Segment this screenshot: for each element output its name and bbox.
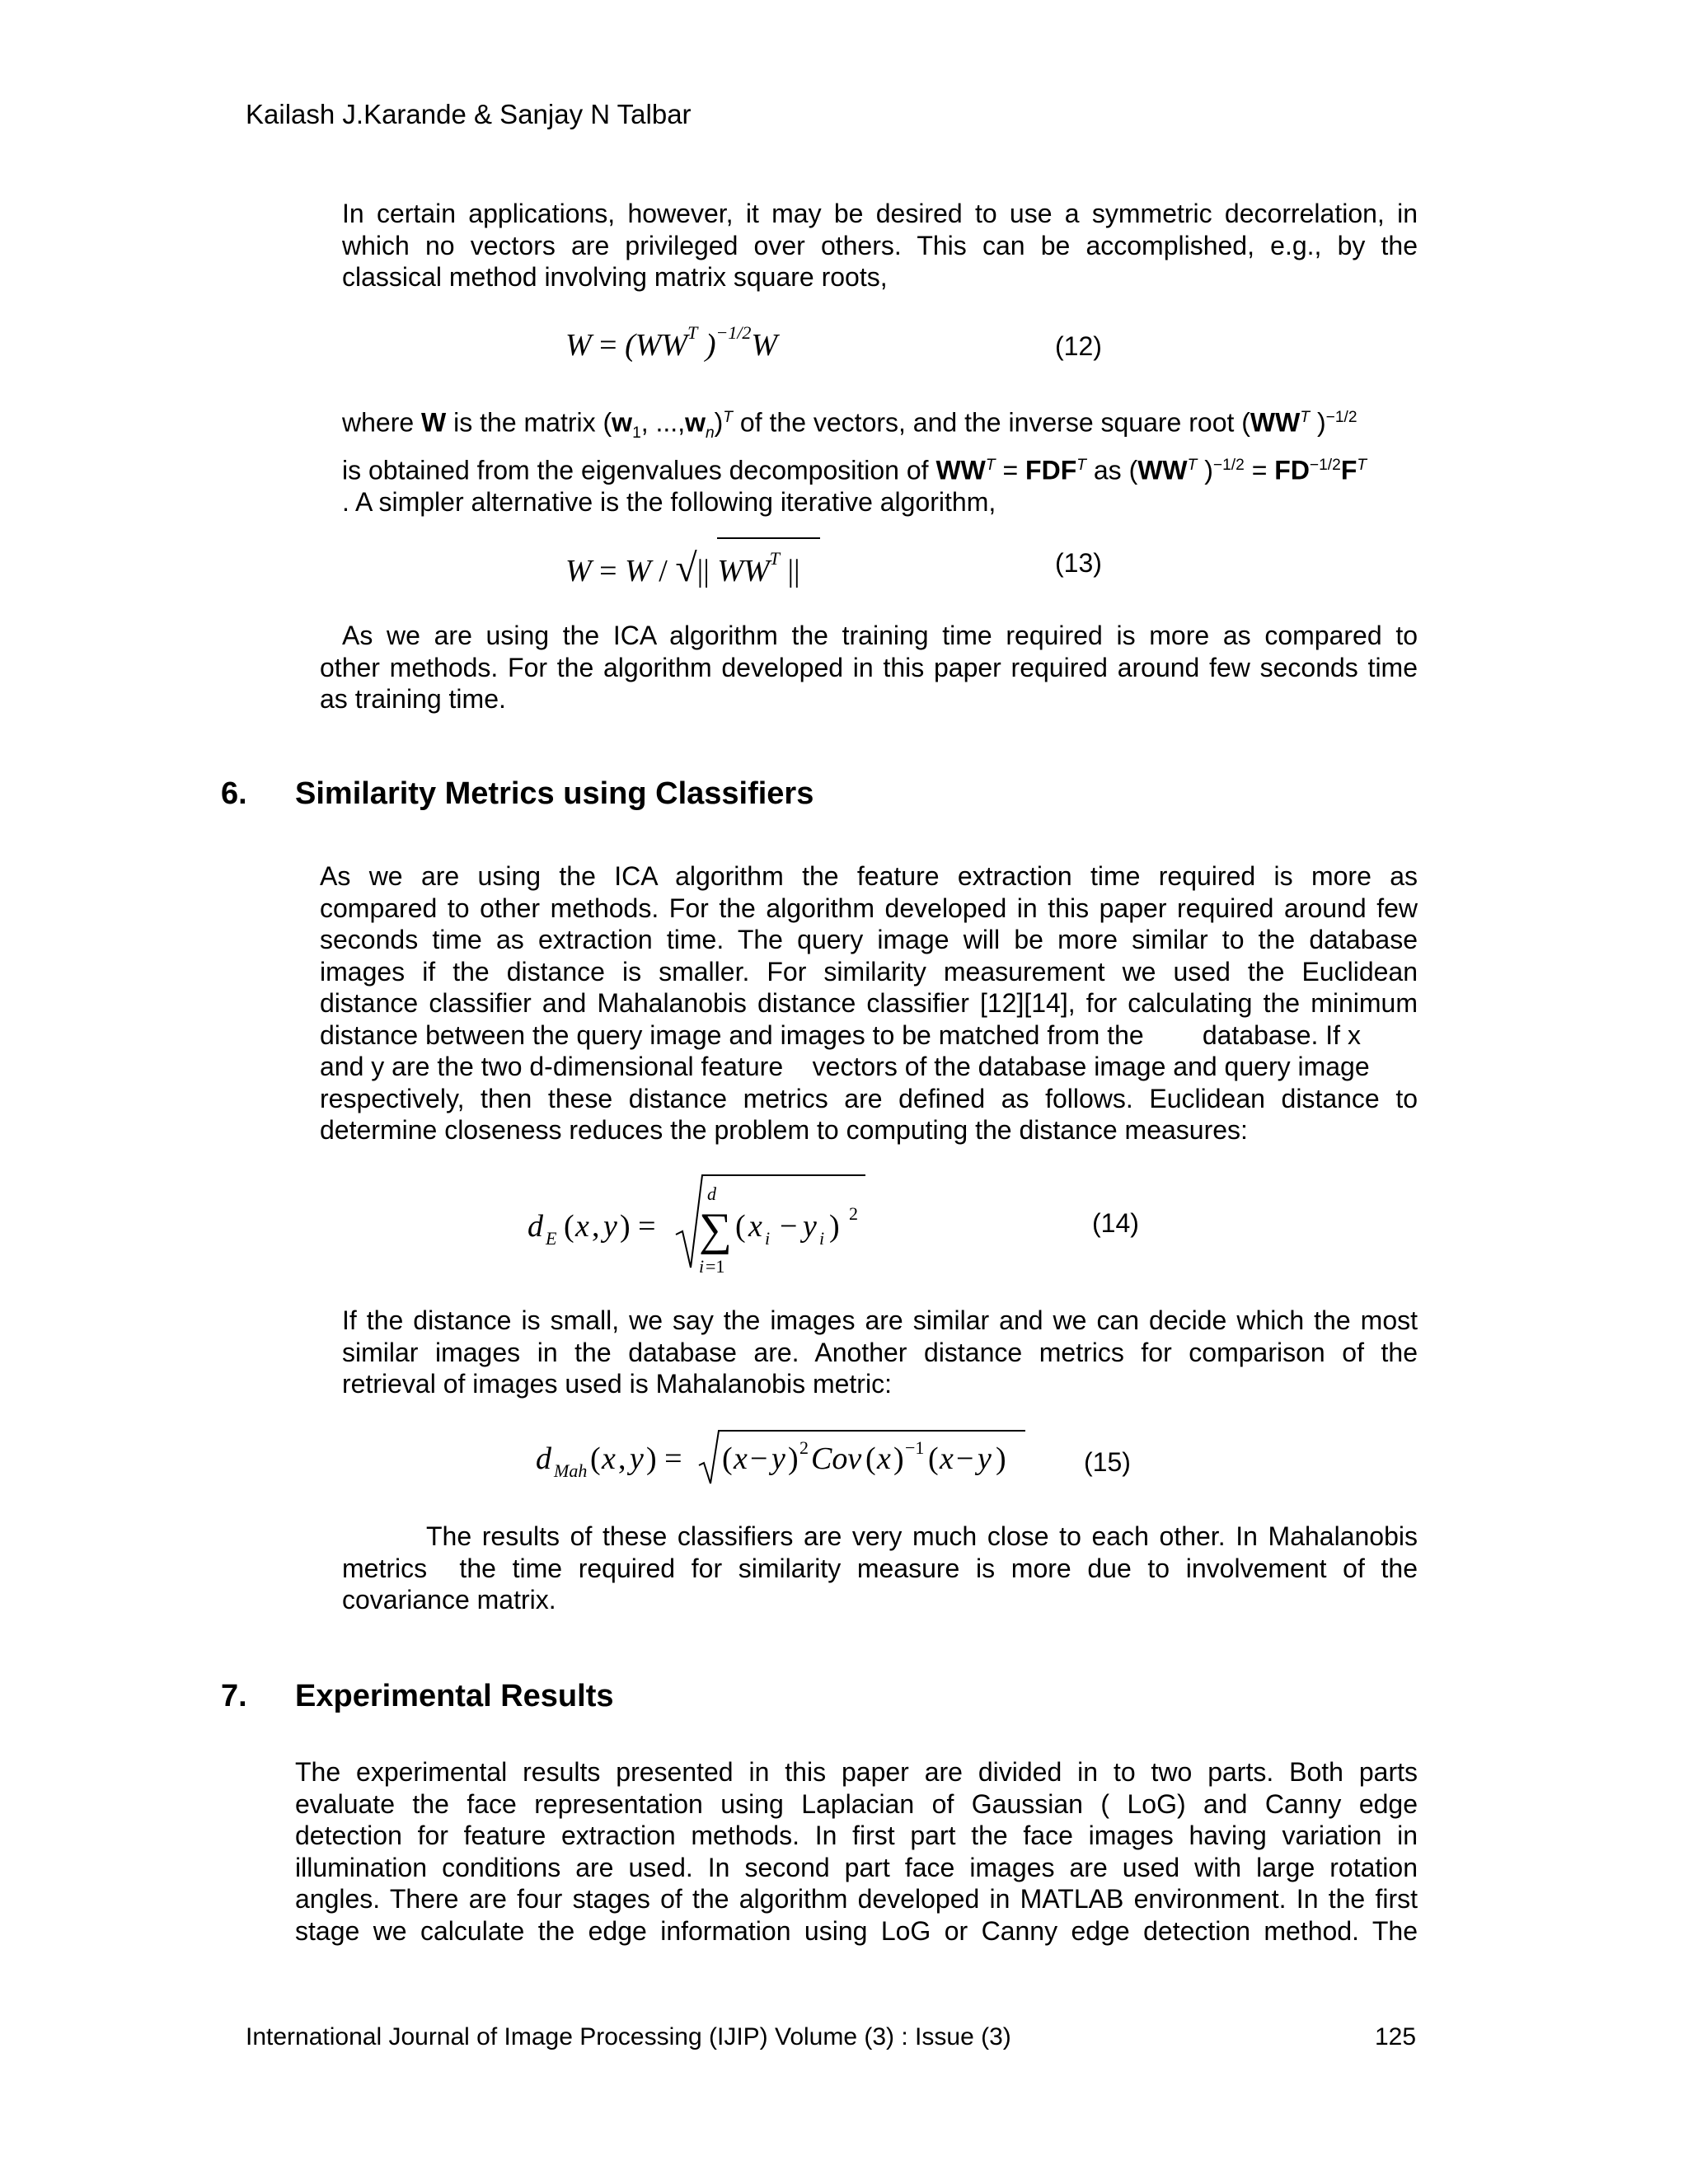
svg-text:Mah: Mah: [554, 1460, 588, 1481]
svg-text:(: (: [735, 1209, 746, 1244]
svg-text:−1: −1: [905, 1437, 925, 1458]
text-line: angles. There are four stages of the algorithm developed in MATLAB environment. In the first: [295, 1884, 1418, 1914]
text-line: illumination conditions are used. In second part face images are used with large rotation: [295, 1852, 1418, 1882]
svg-text:(: (: [590, 1441, 601, 1476]
svg-text:y: y: [978, 1441, 992, 1476]
text-line: stage we calculate the edge information using LoG or Canny edge detection method. The: [295, 1915, 1418, 1946]
text-line: which no vectors are privileged over others. This can be accomplished, e.g., by the: [342, 230, 1418, 260]
equation-15-number: (15): [1084, 1447, 1131, 1477]
svg-text:(: (: [564, 1209, 574, 1244]
text-line: evaluate the face representation using Laplacian of Gaussian ( LoG) and Canny edge: [295, 1788, 1418, 1819]
svg-text:−: −: [780, 1209, 798, 1244]
svg-text:E: E: [546, 1228, 557, 1249]
text-line: As we are using the ICA algorithm the feature extraction time required is more as: [320, 861, 1418, 891]
equation-12: $W = (WW^T$ )$^{-1/2}$W: [565, 322, 778, 363]
svg-text:2: 2: [849, 1203, 858, 1224]
paragraph-distance-small: [342, 1305, 1418, 1400]
footer-journal: International Journal of Image Processing (IJIP) Volume (3) : Issue (3): [246, 2023, 1011, 2050]
svg-text:x: x: [940, 1441, 954, 1476]
svg-text:x: x: [602, 1441, 616, 1476]
text-line: as training time.: [320, 684, 506, 714]
svg-text:): ): [788, 1441, 799, 1476]
text-line: In certain applications, however, it may be desired to use a symmetric decorrelation, in: [342, 199, 1418, 228]
svg-text:): ): [829, 1209, 840, 1244]
section-title: Similarity Metrics using Classifiers: [295, 776, 814, 811]
text-line: covariance matrix.: [342, 1585, 556, 1615]
svg-text:,: ,: [592, 1209, 600, 1244]
text-line: classical method involving matrix square roots,: [342, 262, 888, 292]
section-7-heading: [221, 1679, 1045, 1720]
equation-12-number: (12): [1055, 331, 1102, 361]
equation-15: [528, 1426, 1039, 1492]
section-6-heading: [221, 776, 1045, 818]
paragraph-matrix-description: [342, 402, 1430, 518]
svg-text:(: (: [722, 1441, 733, 1476]
equation-14-number: (14): [1092, 1208, 1139, 1238]
text-line: The results of these classifiers are very much close to each other. In Mahalanobis: [426, 1521, 1418, 1551]
section-number: 7.: [221, 1679, 247, 1713]
section-number: 6.: [221, 776, 247, 811]
svg-text:y: y: [803, 1209, 817, 1244]
text-line: As we are using the ICA algorithm the training time required is more as compared to: [342, 621, 1418, 650]
svg-text:d: d: [528, 1209, 543, 1244]
svg-text:d: d: [536, 1441, 551, 1476]
text-line: compared to other methods. For the algorithm developed in this paper required around few: [320, 893, 1418, 923]
svg-text:i: i: [765, 1228, 771, 1249]
text-line: If the distance is small, we say the images are similar and we can decide which the most: [342, 1305, 1418, 1335]
svg-text:y: y: [630, 1441, 644, 1476]
svg-text:d: d: [707, 1183, 716, 1204]
equation-13-root-bar: [717, 537, 820, 539]
svg-text:−: −: [956, 1441, 974, 1476]
paragraph-experimental-results: [295, 1756, 1418, 1947]
svg-text:2: 2: [799, 1437, 809, 1458]
paragraph-classifier-results: [342, 1521, 1418, 1616]
svg-text:x: x: [748, 1209, 762, 1244]
text-line: metrics the time required for similarity measure is more due to involvement of the: [342, 1553, 1418, 1583]
text-line: respectively, then these distance metrics are defined as follows. Euclidean distance to: [320, 1083, 1418, 1113]
text-line: . A simpler alternative is the following iterative algorithm,: [342, 486, 996, 517]
equation-13: W = W / √|| $WW^T$ ||: [565, 546, 800, 590]
svg-text:): ): [893, 1441, 904, 1476]
text-line: retrieval of images used is Mahalanobis metric:: [342, 1369, 892, 1399]
svg-text:,: ,: [618, 1441, 626, 1476]
text-line: other methods. For the algorithm developed in this paper required around few seconds time: [320, 652, 1418, 682]
text-line: distance between the query image and images to be matched from the database. If x: [320, 1019, 1361, 1050]
svg-text:−: −: [750, 1441, 768, 1476]
equation-14: [519, 1170, 882, 1286]
svg-text:∑: ∑: [699, 1204, 732, 1255]
text-line: seconds time as extraction time. The query image will be more similar to the database: [320, 925, 1418, 954]
paragraph-training-time: [320, 620, 1418, 715]
svg-text:y: y: [771, 1441, 785, 1476]
section-title: Experimental Results: [295, 1679, 614, 1713]
paragraph-similarity-metrics: [320, 860, 1418, 1146]
text-line: and y are the two d-dimensional feature vectors of the database image and query image: [320, 1052, 1370, 1081]
text-line: detection for feature extraction methods. In first part the face images having variation in: [295, 1821, 1418, 1850]
svg-text:) =: ) =: [620, 1209, 656, 1244]
svg-text:=1: =1: [706, 1256, 725, 1277]
text-line: distance classifier and Mahalanobis distance classifier [12][14], for calculating the minimum: [320, 988, 1418, 1018]
svg-text:(: (: [865, 1441, 876, 1476]
text-line: The experimental results presented in this paper are divided in to two parts. Both parts: [295, 1757, 1418, 1787]
text-line: determine closeness reduces the problem to computing the distance measures:: [320, 1115, 1248, 1145]
svg-text:x: x: [575, 1209, 589, 1244]
svg-text:x: x: [877, 1441, 891, 1476]
page-number: 125: [1375, 2023, 1417, 2050]
svg-text:) =: ) =: [646, 1441, 682, 1476]
svg-text:i: i: [819, 1228, 825, 1249]
text-line: is obtained from the eigenvalues decomposition of $WW^T = FDF^T$ as ($WW^T$ )$^{-1/2} = FD^{-1/2}F^T$: [342, 455, 1367, 485]
equation-13-number: (13): [1055, 548, 1102, 578]
svg-text:y: y: [603, 1209, 617, 1244]
text-line: where W is the matrix ($w_1$, $...,w_n)^T$ of the vectors, and the inverse square root ($WW^T$ )$^{-1/2}$: [342, 407, 1357, 443]
paragraph-symmetric-decorrelation: [342, 198, 1418, 293]
svg-text:(: (: [928, 1441, 939, 1476]
text-line: similar images in the database are. Another distance metrics for comparison of the: [342, 1337, 1418, 1367]
svg-text:i: i: [699, 1256, 705, 1277]
svg-text:): ): [996, 1441, 1006, 1476]
running-header: Kailash J.Karande & Sanjay N Talbar: [246, 99, 692, 129]
svg-text:Cov: Cov: [811, 1441, 862, 1476]
svg-text:x: x: [734, 1441, 748, 1476]
text-line: images if the distance is smaller. For similarity measurement we used the Euclidean: [320, 956, 1418, 987]
